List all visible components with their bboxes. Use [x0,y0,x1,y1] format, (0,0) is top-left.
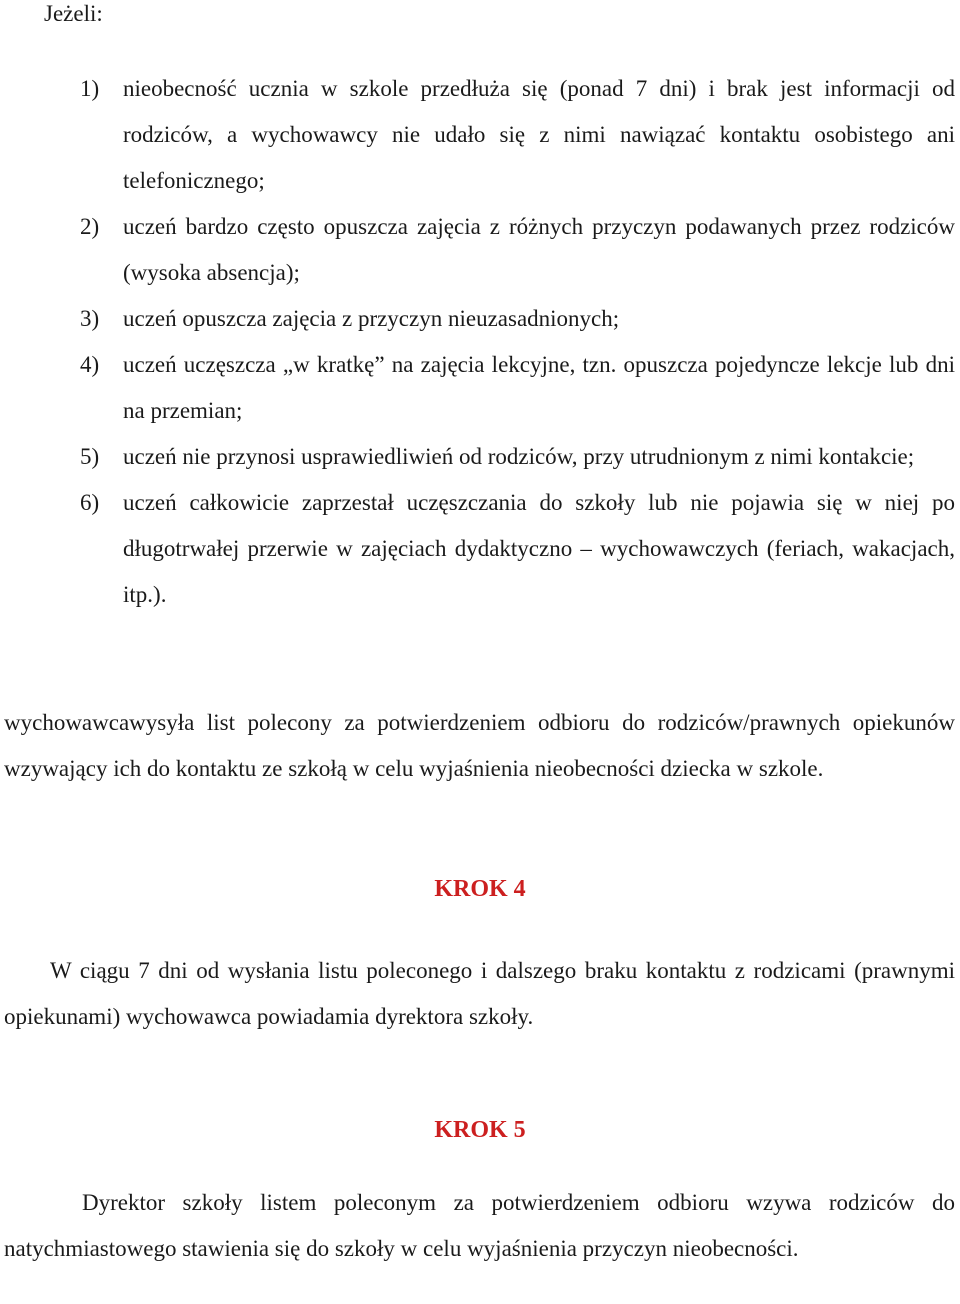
list-item-number: 5) [80,444,100,469]
step4-paragraph [4,948,955,1040]
list-item-number: 4) [80,352,100,377]
list-item [80,434,955,480]
step4-text: W ciągu 7 dni od wysłania listu poleconego i dalszego braku kontaktu z rodzicami (prawnymi opiekunami) wychowawca powiadamia dyrektora szkoły. [4,958,955,1029]
step5-text: Dyrektor szkoły listem poleconym za potwierdzeniem odbioru wzywa rodziców do natychmiastowego stawienia się do szkoły w celu wyjaśnienia przyczyn nieobecności. [4,1190,955,1261]
step4-heading: KROK 4 [434,876,526,902]
list-item-text: uczeń nie przynosi usprawiedliwień od rodziców, przy utrudnionym z nimi kontakcie; [123,444,915,469]
step5-heading: KROK 5 [434,1117,526,1143]
list-item [80,204,955,296]
list-item-text: uczeń opuszcza zajęcia z przyczyn nieuzasadnionych; [123,306,620,331]
list-item [80,342,955,434]
list-item [80,66,955,204]
list-item-text: nieobecność ucznia w szkole przedłuża się (ponad 7 dni) i brak jest informacji od rodziców, a wychowawcy nie udało się z nimi nawiązać kontaktu osobistego ani telefonicznego; [123,76,955,193]
list-item-number: 2) [80,214,100,239]
list-item-text: uczeń bardzo często opuszcza zajęcia z różnych przyczyn podawanych przez rodziców (wysoka absencja); [123,214,955,285]
list-item-text: uczeń uczęszcza „w kratkę” na zajęcia lekcyjne, tzn. opuszcza pojedyncze lekcje lub dni na przemian; [123,352,955,423]
list-item-number: 3) [80,306,100,331]
list-item [80,480,955,618]
list-item-number: 6) [80,490,100,515]
conditions-list [80,66,955,618]
step5-paragraph [4,1180,955,1272]
letter-paragraph: wychowawcawysyła list polecony za potwierdzeniem odbioru do rodziców/prawnych opiekunów wzywający ich do kontaktu ze szkołą w celu wyjaśnienia nieobecności dziecka w szkole. [4,710,955,781]
list-item [80,296,955,342]
list-item-text: uczeń całkowicie zaprzestał uczęszczania do szkoły lub nie pojawia się w niej po długotrwałej przerwie w zajęciach dydaktyczno – wychowawczych (feriach, wakacjach, itp.). [123,490,955,607]
list-item-number: 1) [80,76,100,101]
intro-label: Jeżeli: [44,1,103,26]
